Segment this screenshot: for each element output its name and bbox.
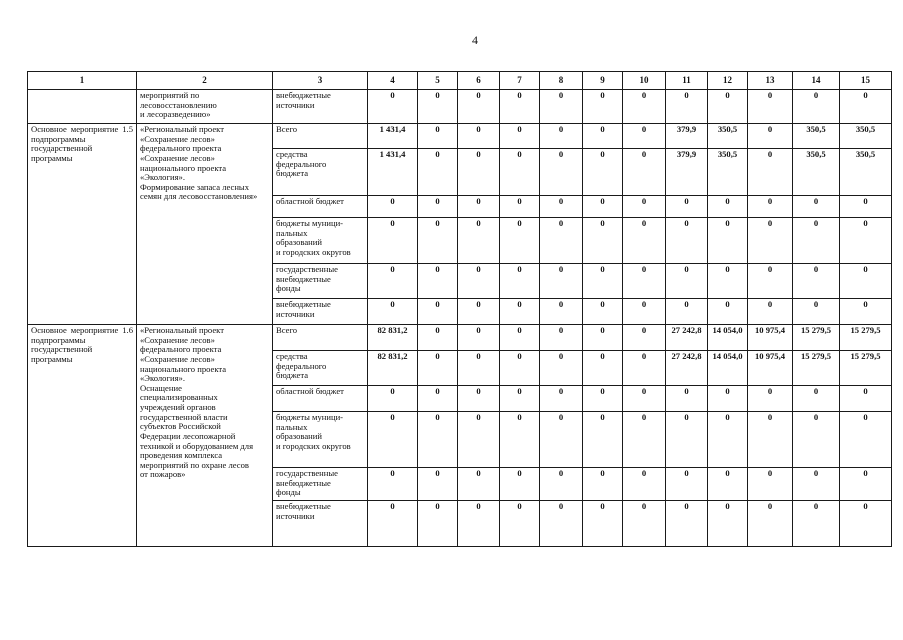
column-header: 13: [748, 72, 793, 90]
value-cell: 0: [748, 90, 793, 124]
value-cell: 0: [583, 325, 623, 351]
column-header: 15: [840, 72, 892, 90]
value-cell: 0: [666, 501, 708, 547]
value-cell: 0: [840, 468, 892, 501]
value-cell: 0: [583, 124, 623, 149]
value-cell: 0: [458, 412, 500, 468]
value-cell: 0: [623, 501, 666, 547]
value-cell: 0: [458, 196, 500, 218]
value-cell: 0: [793, 196, 840, 218]
column-header: 10: [623, 72, 666, 90]
value-cell: 0: [666, 299, 708, 325]
value-cell: 0: [840, 264, 892, 299]
value-cell: 0: [748, 218, 793, 264]
value-cell: 379,9: [666, 124, 708, 149]
column-header: 7: [500, 72, 540, 90]
value-cell: 0: [666, 386, 708, 412]
value-cell: 0: [793, 468, 840, 501]
value-cell: 0: [708, 501, 748, 547]
value-cell: 0: [418, 218, 458, 264]
value-cell: 0: [623, 468, 666, 501]
value-cell: 0: [458, 386, 500, 412]
value-cell: 350,5: [793, 124, 840, 149]
value-cell: 1 431,4: [368, 149, 418, 196]
value-cell: 0: [666, 264, 708, 299]
value-cell: 0: [748, 501, 793, 547]
value-cell: 0: [368, 90, 418, 124]
value-cell: 0: [540, 325, 583, 351]
value-cell: 27 242,8: [666, 351, 708, 386]
value-cell: 0: [458, 351, 500, 386]
value-cell: 0: [500, 218, 540, 264]
column-header: 4: [368, 72, 418, 90]
column-header: 9: [583, 72, 623, 90]
funding-source-cell: Всего: [273, 325, 368, 351]
value-cell: 0: [418, 325, 458, 351]
funding-source-cell: внебюджетные источники: [273, 90, 368, 124]
funding-table: [27, 71, 892, 547]
value-cell: 0: [500, 196, 540, 218]
value-cell: 0: [666, 412, 708, 468]
value-cell: 0: [748, 412, 793, 468]
value-cell: 0: [708, 218, 748, 264]
column-header: 5: [418, 72, 458, 90]
value-cell: 0: [540, 351, 583, 386]
value-cell: 15 279,5: [840, 325, 892, 351]
column-header: 3: [273, 72, 368, 90]
value-cell: 0: [418, 351, 458, 386]
value-cell: 0: [840, 218, 892, 264]
value-cell: 1 431,4: [368, 124, 418, 149]
value-cell: 0: [708, 264, 748, 299]
value-cell: 0: [458, 264, 500, 299]
value-cell: 0: [840, 386, 892, 412]
value-cell: 0: [708, 412, 748, 468]
value-cell: 0: [540, 386, 583, 412]
value-cell: 350,5: [840, 149, 892, 196]
value-cell: 0: [666, 468, 708, 501]
value-cell: 15 279,5: [793, 351, 840, 386]
value-cell: 0: [708, 299, 748, 325]
funding-source-cell: государственные внебюджетные фонды: [273, 264, 368, 299]
value-cell: 350,5: [840, 124, 892, 149]
value-cell: 0: [623, 351, 666, 386]
value-cell: 0: [840, 299, 892, 325]
value-cell: 0: [583, 412, 623, 468]
funding-source-cell: внебюджетные источники: [273, 299, 368, 325]
value-cell: 0: [748, 299, 793, 325]
page-number: 4: [472, 33, 478, 47]
value-cell: 0: [418, 386, 458, 412]
value-cell: 0: [708, 90, 748, 124]
funding-source-cell: областной бюджет: [273, 386, 368, 412]
value-cell: 0: [748, 468, 793, 501]
value-cell: 0: [418, 149, 458, 196]
value-cell: 0: [583, 149, 623, 196]
value-cell: 0: [623, 149, 666, 196]
value-cell: 15 279,5: [840, 351, 892, 386]
value-cell: 0: [793, 412, 840, 468]
value-cell: 0: [500, 351, 540, 386]
value-cell: 0: [500, 386, 540, 412]
value-cell: 350,5: [793, 149, 840, 196]
column-header: 12: [708, 72, 748, 90]
value-cell: 0: [583, 351, 623, 386]
value-cell: 0: [500, 264, 540, 299]
value-cell: 0: [540, 124, 583, 149]
value-cell: 0: [748, 264, 793, 299]
value-cell: 0: [748, 124, 793, 149]
value-cell: 0: [458, 124, 500, 149]
value-cell: 10 975,4: [748, 325, 793, 351]
value-cell: 0: [458, 218, 500, 264]
value-cell: 0: [666, 218, 708, 264]
value-cell: 0: [458, 501, 500, 547]
value-cell: 0: [748, 196, 793, 218]
event-cell: Основное мероприятие 1.5 подпрограммы государственной программы: [28, 124, 137, 325]
value-cell: 0: [540, 299, 583, 325]
value-cell: 0: [458, 90, 500, 124]
value-cell: 0: [583, 218, 623, 264]
column-header: 14: [793, 72, 840, 90]
project-cell: «Региональный проект «Сохранение лесов» федерального проекта «Сохранение лесов» национального проекта «Экология». Формирование запаса лесных семян для лесовосстановления»: [137, 124, 273, 325]
column-header: 1: [28, 72, 137, 90]
value-cell: 0: [458, 325, 500, 351]
header-row: [28, 72, 892, 90]
value-cell: 0: [500, 149, 540, 196]
value-cell: 0: [583, 299, 623, 325]
value-cell: 0: [500, 468, 540, 501]
table-body: [28, 72, 892, 547]
column-header: 6: [458, 72, 500, 90]
project-cell: мероприятий по лесовосстановлению и лесоразведению»: [137, 90, 273, 124]
column-header: 8: [540, 72, 583, 90]
value-cell: 0: [623, 325, 666, 351]
value-cell: 0: [458, 468, 500, 501]
value-cell: 0: [418, 124, 458, 149]
value-cell: 0: [458, 149, 500, 196]
value-cell: 0: [368, 501, 418, 547]
value-cell: 0: [748, 149, 793, 196]
value-cell: 0: [793, 90, 840, 124]
value-cell: 14 054,0: [708, 325, 748, 351]
value-cell: 0: [500, 124, 540, 149]
value-cell: 0: [418, 468, 458, 501]
value-cell: 0: [583, 196, 623, 218]
value-cell: 0: [583, 386, 623, 412]
value-cell: 0: [623, 264, 666, 299]
value-cell: 0: [500, 325, 540, 351]
value-cell: 0: [666, 196, 708, 218]
value-cell: 0: [793, 386, 840, 412]
value-cell: 0: [368, 299, 418, 325]
value-cell: 82 831,2: [368, 351, 418, 386]
value-cell: 0: [500, 501, 540, 547]
value-cell: 0: [418, 501, 458, 547]
value-cell: 0: [540, 149, 583, 196]
value-cell: 0: [623, 90, 666, 124]
value-cell: 0: [583, 468, 623, 501]
table-row: [28, 90, 892, 124]
value-cell: 0: [708, 386, 748, 412]
value-cell: 0: [708, 196, 748, 218]
value-cell: 27 242,8: [666, 325, 708, 351]
funding-source-cell: бюджеты муници- пальных образований и городских округов: [273, 218, 368, 264]
value-cell: 0: [540, 412, 583, 468]
value-cell: 0: [540, 468, 583, 501]
value-cell: 0: [840, 90, 892, 124]
value-cell: 0: [623, 218, 666, 264]
value-cell: 14 054,0: [708, 351, 748, 386]
value-cell: 350,5: [708, 149, 748, 196]
table-row: [28, 325, 892, 351]
value-cell: 0: [793, 501, 840, 547]
table-row: [28, 124, 892, 149]
value-cell: 0: [500, 412, 540, 468]
column-header: 2: [137, 72, 273, 90]
value-cell: 0: [623, 196, 666, 218]
value-cell: 0: [708, 468, 748, 501]
value-cell: 15 279,5: [793, 325, 840, 351]
value-cell: 0: [666, 90, 708, 124]
project-cell: «Региональный проект «Сохранение лесов» федерального проекта «Сохранение лесов» национального проекта «Экология». Оснащение специализированных учреждений органов государственной власти субъектов Российской Федерации лесопожарной техникой и оборудованием для проведения комплекса мероприятий по охране лесов от пожаров»: [137, 325, 273, 547]
value-cell: 0: [368, 386, 418, 412]
value-cell: 10 975,4: [748, 351, 793, 386]
value-cell: 0: [623, 124, 666, 149]
value-cell: 0: [418, 299, 458, 325]
value-cell: 0: [540, 218, 583, 264]
event-cell: [28, 90, 137, 124]
value-cell: 0: [583, 264, 623, 299]
value-cell: 0: [418, 90, 458, 124]
value-cell: 0: [583, 90, 623, 124]
value-cell: 0: [840, 412, 892, 468]
value-cell: 0: [368, 218, 418, 264]
value-cell: 0: [623, 412, 666, 468]
funding-source-cell: Всего: [273, 124, 368, 149]
value-cell: 82 831,2: [368, 325, 418, 351]
funding-source-cell: внебюджетные источники: [273, 501, 368, 547]
value-cell: 0: [840, 501, 892, 547]
value-cell: 0: [793, 264, 840, 299]
funding-source-cell: средства федерального бюджета: [273, 149, 368, 196]
value-cell: 0: [623, 299, 666, 325]
value-cell: 0: [500, 299, 540, 325]
funding-source-cell: средства федерального бюджета: [273, 351, 368, 386]
event-cell: Основное мероприятие 1.6 подпрограммы государственной программы: [28, 325, 137, 547]
value-cell: 0: [418, 264, 458, 299]
value-cell: 0: [418, 412, 458, 468]
value-cell: 0: [793, 218, 840, 264]
value-cell: 0: [623, 386, 666, 412]
value-cell: 0: [540, 196, 583, 218]
value-cell: 0: [368, 196, 418, 218]
value-cell: 0: [540, 264, 583, 299]
value-cell: 350,5: [708, 124, 748, 149]
value-cell: 0: [368, 468, 418, 501]
funding-source-cell: государственные внебюджетные фонды: [273, 468, 368, 501]
funding-source-cell: бюджеты муници- пальных образований и городских округов: [273, 412, 368, 468]
value-cell: 0: [500, 90, 540, 124]
value-cell: 0: [458, 299, 500, 325]
value-cell: 0: [418, 196, 458, 218]
value-cell: 0: [583, 501, 623, 547]
value-cell: 0: [540, 90, 583, 124]
value-cell: 379,9: [666, 149, 708, 196]
column-header: 11: [666, 72, 708, 90]
funding-source-cell: областной бюджет: [273, 196, 368, 218]
value-cell: 0: [368, 264, 418, 299]
value-cell: 0: [540, 501, 583, 547]
value-cell: 0: [368, 412, 418, 468]
value-cell: 0: [793, 299, 840, 325]
value-cell: 0: [840, 196, 892, 218]
value-cell: 0: [748, 386, 793, 412]
